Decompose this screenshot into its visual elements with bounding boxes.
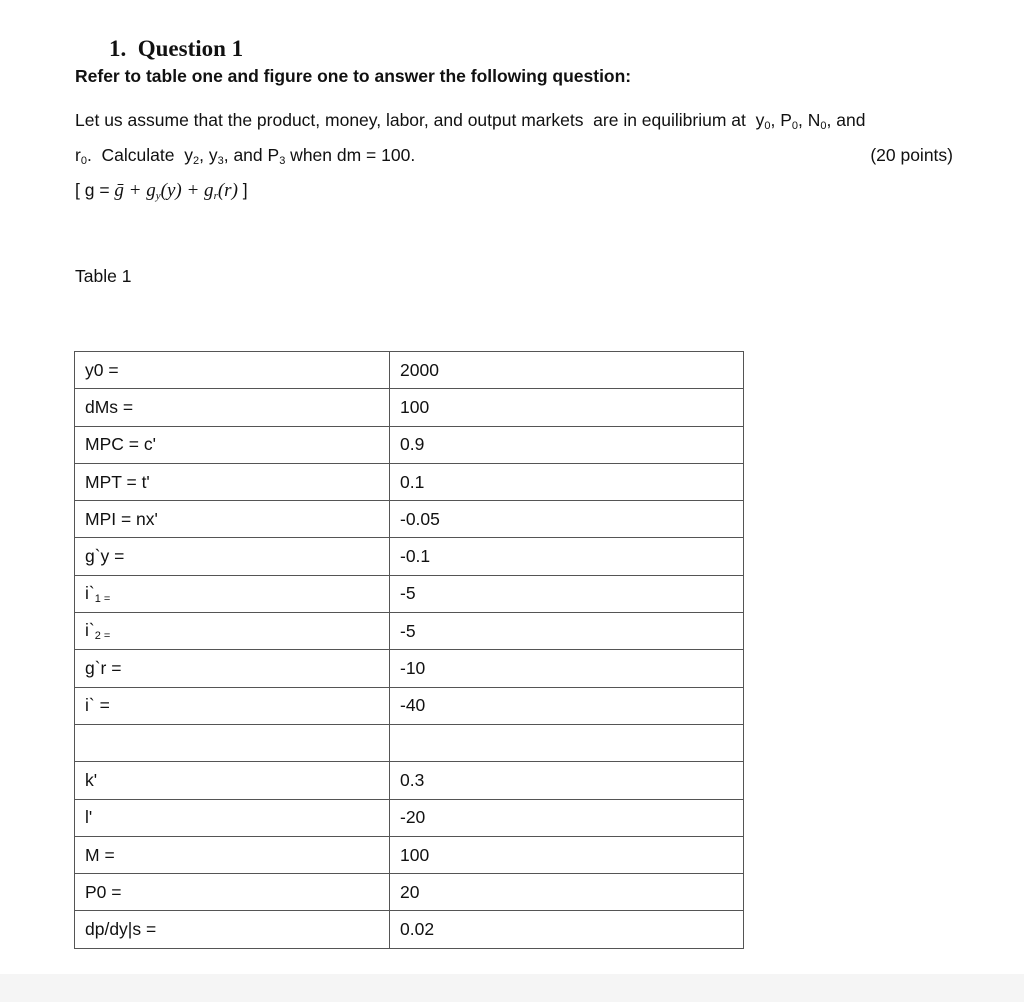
table-row <box>75 911 744 948</box>
table-row <box>75 799 744 836</box>
row-label: P0 = <box>75 874 390 911</box>
row-label: dp/dy|s = <box>75 911 390 948</box>
table-row <box>75 650 744 687</box>
row-label: i`2 = <box>75 613 390 650</box>
row-label: M = <box>75 836 390 873</box>
row-label: MPC = c' <box>75 426 390 463</box>
row-label: MPT = t' <box>75 463 390 500</box>
table-label: Table 1 <box>75 266 132 286</box>
para-line-1: Let us assume that the product, money, labor, and output markets are in equilibrium at $y_0$, $P_0$, $N_0$, and <box>75 110 866 132</box>
row-label: i`1 = <box>75 575 390 612</box>
formula: [ g = ḡ + $g_y(y) + g_r(r)$ ] <box>75 180 248 202</box>
row-value: -20 <box>390 799 744 836</box>
row-value: 100 <box>390 389 744 426</box>
row-label: y0 = <box>75 352 390 389</box>
row-label <box>75 724 390 761</box>
table-row <box>75 613 744 650</box>
table-row <box>75 352 744 389</box>
table-row <box>75 575 744 612</box>
row-value: -0.05 <box>390 501 744 538</box>
row-label: dMs = <box>75 389 390 426</box>
question-paragraph <box>75 106 965 176</box>
points-label: (20 points) <box>870 145 953 165</box>
row-value: 0.9 <box>390 426 744 463</box>
instruction-text: Refer to table one and figure one to answer the following question: <box>75 66 632 86</box>
row-value: 2000 <box>390 352 744 389</box>
parameters-table <box>74 351 744 949</box>
table-row <box>75 501 744 538</box>
row-label: g`y = <box>75 538 390 575</box>
row-label: MPI = nx' <box>75 501 390 538</box>
row-value: 0.3 <box>390 762 744 799</box>
question-title: 1. Question 1 <box>109 36 244 61</box>
table-row <box>75 724 744 761</box>
row-value: -5 <box>390 575 744 612</box>
row-value: -5 <box>390 613 744 650</box>
table-row <box>75 389 744 426</box>
row-value: -40 <box>390 687 744 724</box>
para-line-2: $r_0$. Calculate $y_2$, $y_3$, and $P_3$ when dm = 100. (20 points) <box>75 141 965 176</box>
row-value: 100 <box>390 836 744 873</box>
table-row <box>75 426 744 463</box>
table-row <box>75 687 744 724</box>
row-value: -0.1 <box>390 538 744 575</box>
row-label: l' <box>75 799 390 836</box>
table-row <box>75 762 744 799</box>
row-value: -10 <box>390 650 744 687</box>
row-value: 0.1 <box>390 463 744 500</box>
row-label: g`r = <box>75 650 390 687</box>
row-label: k' <box>75 762 390 799</box>
table-row <box>75 874 744 911</box>
row-label: i` = <box>75 687 390 724</box>
row-value: 0.02 <box>390 911 744 948</box>
bottom-strip <box>0 974 1024 1002</box>
row-value <box>390 724 744 761</box>
table-row <box>75 836 744 873</box>
table-row <box>75 463 744 500</box>
table-row <box>75 538 744 575</box>
row-value: 20 <box>390 874 744 911</box>
